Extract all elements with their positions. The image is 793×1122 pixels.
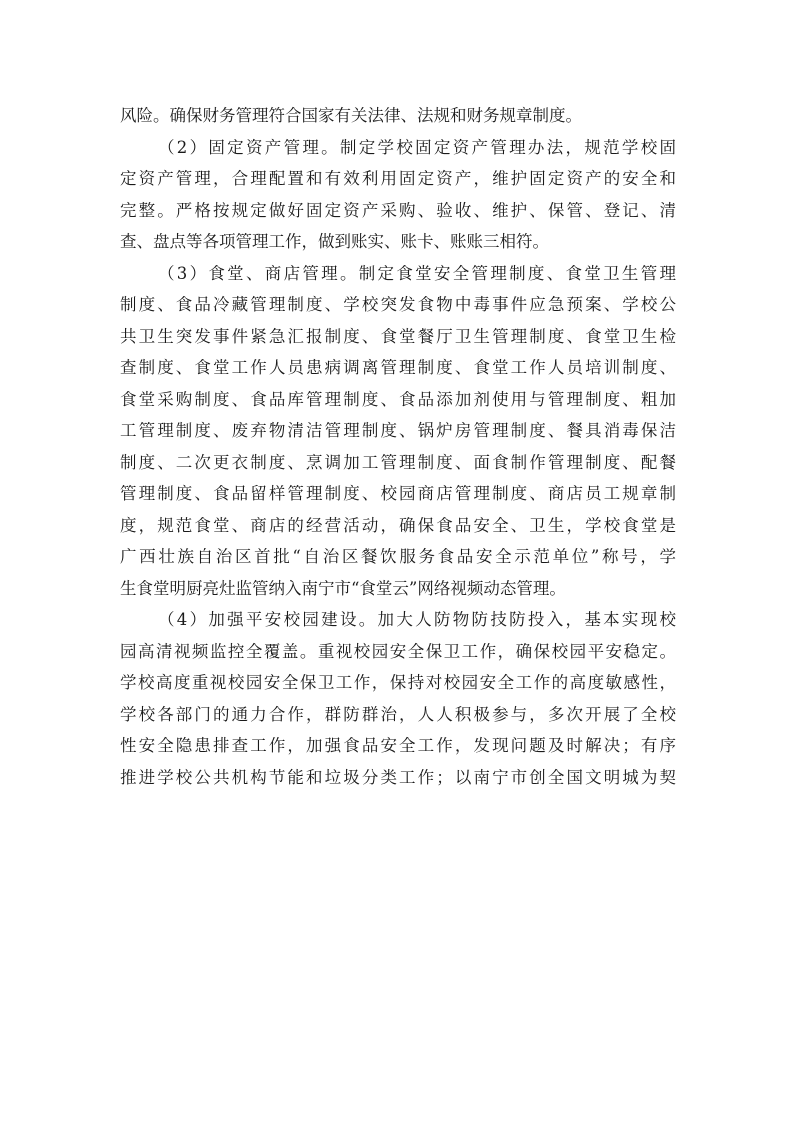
text-line: 制度、二次更衣制度、烹调加工管理制度、面食制作管理制度、配餐 (120, 452, 676, 472)
paragraph-start-line: （4）加强平安校园建设。加大人防物防技防投入，基本实现校 (158, 610, 676, 629)
text-line: 制度、食品冷藏管理制度、学校突发食物中毒事件应急预案、学校公 (120, 295, 676, 314)
text-line: 食堂采购制度、食品库管理制度、食品添加剂使用与管理制度、粗加 (120, 389, 676, 409)
paragraph-start-line: （2）固定资产管理。制定学校固定资产管理办法，规范学校固 (158, 137, 676, 157)
text-line: 学校各部门的通力合作，群防群治，人人积极参与，多次开展了全校 (120, 704, 676, 724)
body-text (120, 100, 676, 793)
text-line: 定资产管理，合理配置和有效利用固定资产，维护固定资产的安全和 (120, 169, 676, 188)
text-line: 完整。严格按规定做好固定资产采购、验收、维护、保管、登记、清 (120, 200, 676, 220)
text-line: 生食堂明厨亮灶监管纳入南宁市“食堂云”网络视频动态管理。 (120, 578, 566, 598)
text-line: 度，规范食堂、商店的经营活动，确保食品安全、卫生，学校食堂是 (120, 515, 676, 535)
text-line: 推进学校公共机构节能和垃圾分类工作；以南宁市创全国文明城为契 (120, 767, 676, 787)
paragraph-start-line: （3）食堂、商店管理。制定食堂安全管理制度、食堂卫生管理 (158, 263, 676, 283)
text-line: 管理制度、食品留样管理制度、校园商店管理制度、商店员工规章制 (120, 484, 676, 503)
text-line: 性安全隐患排查工作，加强食品安全工作，发现问题及时解决；有序 (120, 736, 676, 755)
text-line: 工管理制度、废弃物清洁管理制度、锅炉房管理制度、餐具消毒保洁 (120, 421, 676, 440)
text-line: 园高清视频监控全覆盖。重视校园安全保卫工作，确保校园平安稳定。 (120, 641, 676, 661)
text-line: 学校高度重视校园安全保卫工作，保持对校园安全工作的高度敏感性， (120, 673, 676, 692)
text-line: 风险。确保财务管理符合国家有关法律、法规和财务规章制度。 (120, 106, 582, 125)
text-line: 广西壮族自治区首批“自治区餐饮服务食品安全示范单位”称号，学 (120, 547, 676, 566)
text-line: 查、盘点等各项管理工作，做到账实、账卡、账账三相符。 (120, 232, 549, 251)
text-line: 共卫生突发事件紧急汇报制度、食堂餐厅卫生管理制度、食堂卫生检 (120, 326, 676, 346)
text-line: 查制度、食堂工作人员患病调离管理制度、食堂工作人员培训制度、 (120, 358, 676, 377)
